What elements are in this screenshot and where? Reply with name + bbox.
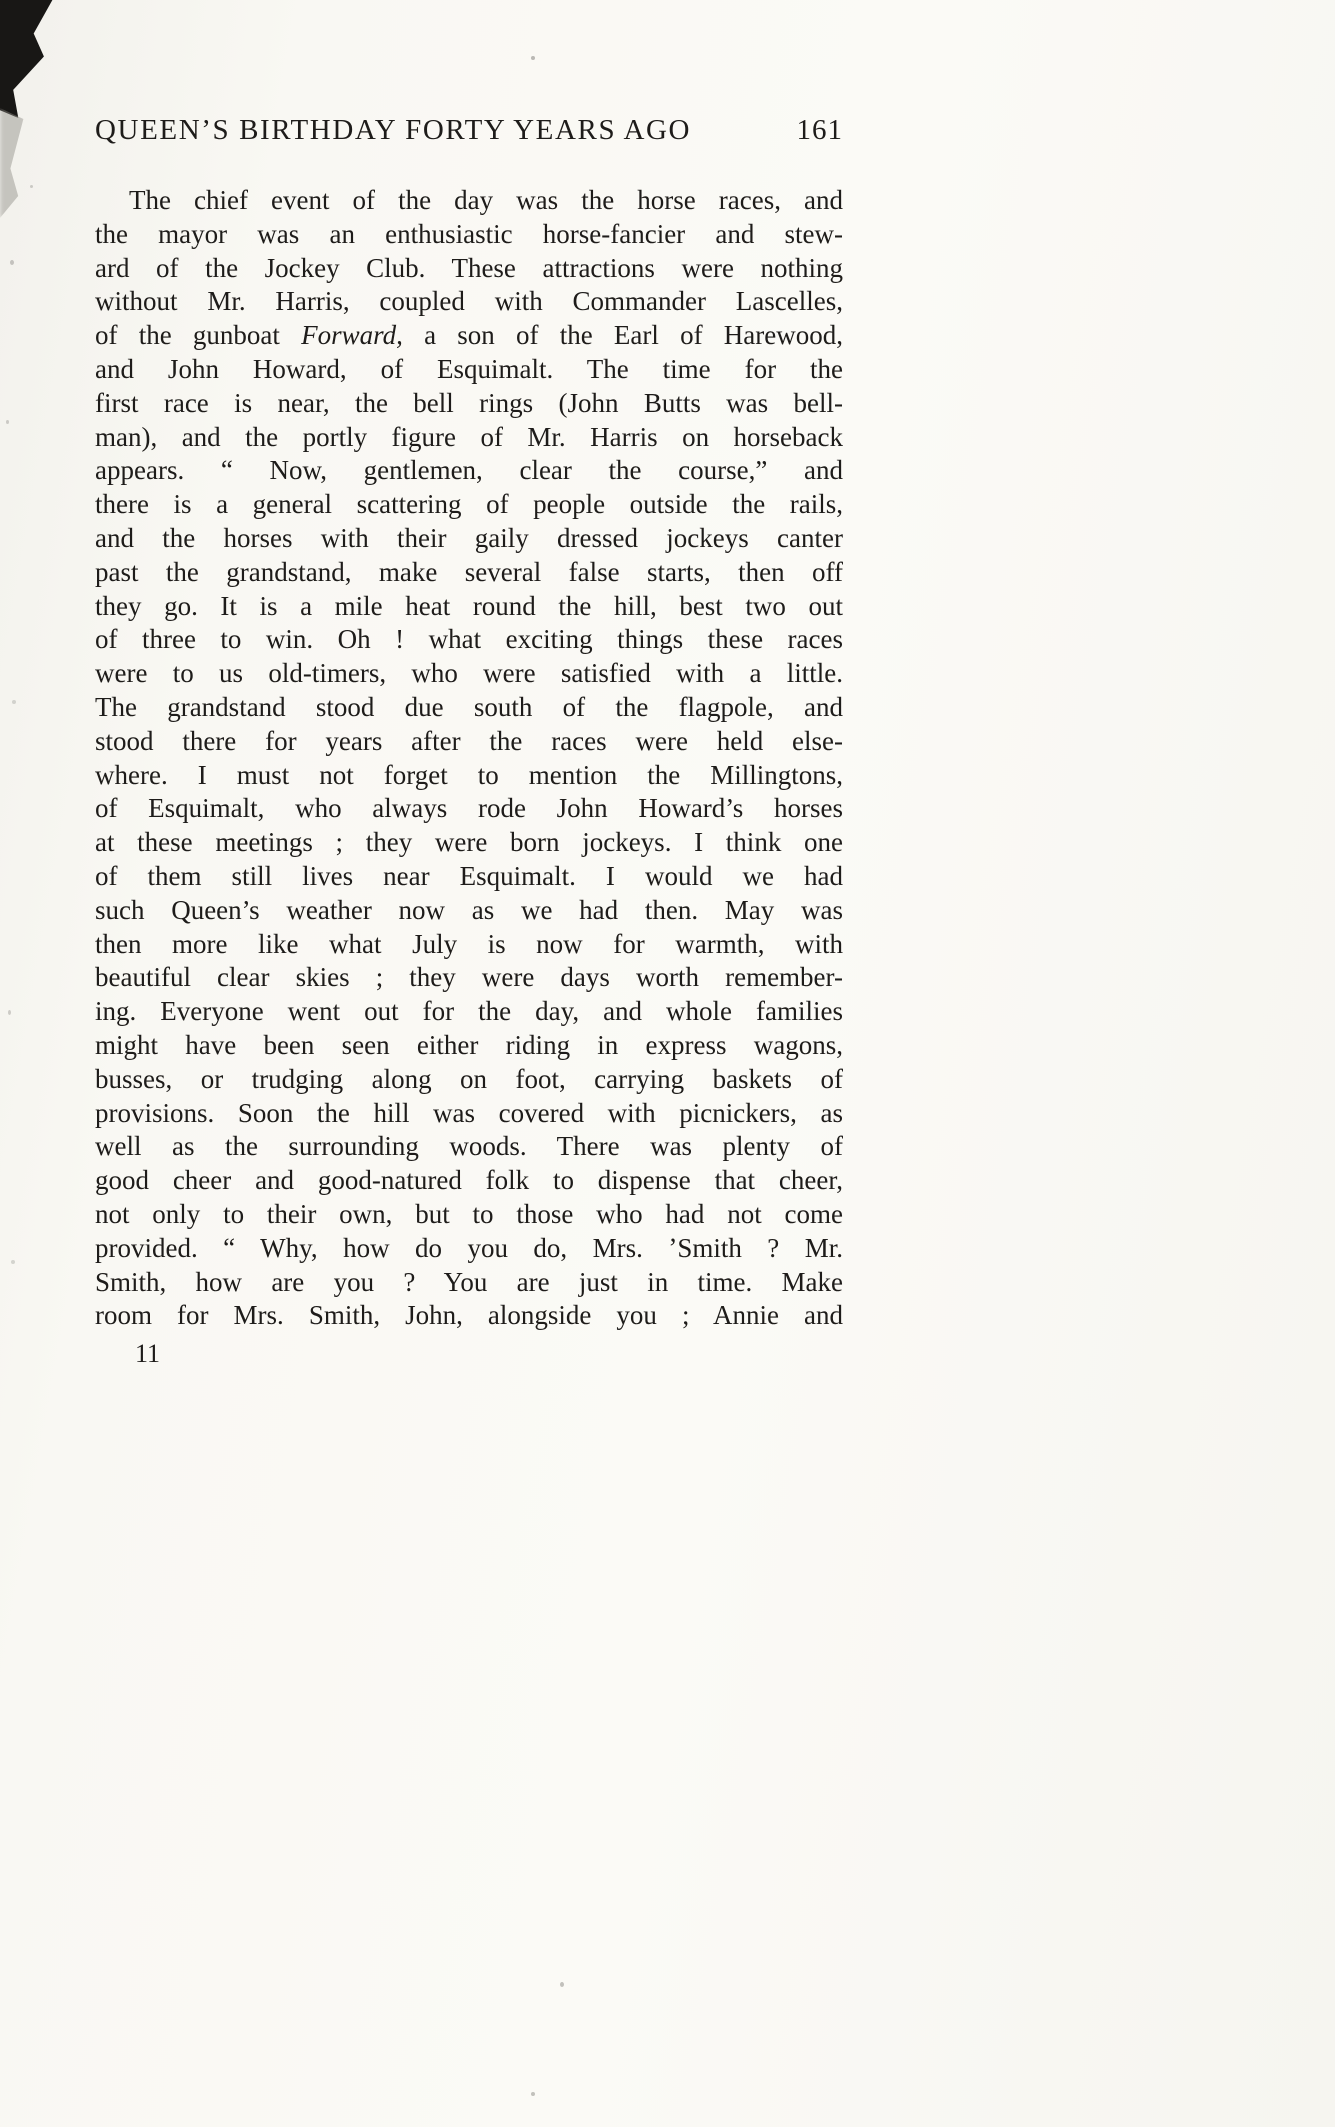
text-line: of the gunboat Forward, a son of the Earl of Harewood, <box>95 320 843 351</box>
text-line: then more like what July is now for warmth, with <box>95 928 843 959</box>
scan-speck <box>6 420 9 424</box>
text-line: were to us old-timers, who were satisfied with a little. <box>95 658 843 689</box>
text-line: The grandstand stood due south of the flagpole, and <box>95 691 843 722</box>
scan-speck <box>531 2092 535 2096</box>
text-line: The chief event of the day was the horse races, and <box>129 185 843 215</box>
text-line: the mayor was an enthusiastic horse-fancier and stew- <box>95 218 843 249</box>
scan-speck <box>30 185 33 188</box>
scan-speck <box>11 1260 15 1264</box>
scan-speck <box>560 1982 564 1987</box>
text-line: without Mr. Harris, coupled with Commander Lascelles, <box>95 286 843 317</box>
text-line: they go. It is a mile heat round the hill, best two out <box>95 590 843 621</box>
text-line: Smith, how are you ? You are just in time. Make <box>95 1266 843 1297</box>
text-line: first race is near, the bell rings (John Butts was bell- <box>95 387 843 418</box>
scan-speck <box>531 56 535 60</box>
italic-text: Forward, <box>301 320 403 351</box>
text-line: beautiful clear skies ; they were days worth remember- <box>95 962 843 993</box>
text-line: stood there for years after the races were held else- <box>95 725 843 756</box>
text-line: provisions. Soon the hill was covered with picnickers, as <box>95 1097 843 1128</box>
text-line: where. I must not forget to mention the Millingtons, <box>95 759 843 790</box>
text-line: at these meetings ; they were born jockeys. I think one <box>95 827 843 858</box>
text-line: of three to win. Oh ! what exciting things these races <box>95 624 843 655</box>
paragraph-text <box>95 184 843 1333</box>
text-line: ard of the Jockey Club. These attractions were nothing <box>95 252 843 283</box>
scan-speck <box>8 1010 11 1015</box>
text-line: well as the surrounding woods. There was plenty of <box>95 1131 843 1162</box>
text-line: and John Howard, of Esquimalt. The time for the <box>95 353 843 384</box>
scan-artifact-edge <box>0 108 26 218</box>
text-line: might have been seen either riding in express wagons, <box>95 1029 843 1060</box>
text-block <box>95 112 843 1371</box>
text-line: past the grandstand, make several false starts, then off <box>95 556 843 587</box>
running-header <box>95 112 843 148</box>
text-line: good cheer and good-natured folk to dispense that cheer, <box>95 1165 843 1196</box>
text-line: there is a general scattering of people outside the rails, <box>95 489 843 520</box>
text-line: provided. “ Why, how do you do, Mrs. ʼSmith ? Mr. <box>95 1232 843 1263</box>
page-number: 161 <box>796 114 843 146</box>
text-line: of them still lives near Esquimalt. I would we had <box>95 860 843 891</box>
text-line: appears. “ Now, gentlemen, clear the course,” and <box>95 455 843 486</box>
text-line: such Queen’s weather now as we had then. May was <box>95 894 843 925</box>
text-line: of Esquimalt, who always rode John Howard’s horses <box>95 793 843 824</box>
signature-mark: 11 <box>135 1339 161 1369</box>
chapter-title: QUEEN’S BIRTHDAY FORTY YEARS AGO <box>95 114 692 146</box>
text-line: man), and the portly figure of Mr. Harris on horseback <box>95 421 843 452</box>
text-line: and the horses with their gaily dressed jockeys canter <box>95 522 843 553</box>
text-line: ing. Everyone went out for the day, and whole families <box>95 996 843 1027</box>
text-line: room for Mrs. Smith, John, alongside you ; Annie and <box>95 1300 843 1331</box>
scan-speck <box>10 260 14 265</box>
scan-speck <box>12 700 16 704</box>
scan-artifact-corner <box>0 0 58 118</box>
text-line: not only to their own, but to those who had not come <box>95 1198 843 1229</box>
text-line: busses, or trudging along on foot, carrying baskets of <box>95 1063 843 1094</box>
